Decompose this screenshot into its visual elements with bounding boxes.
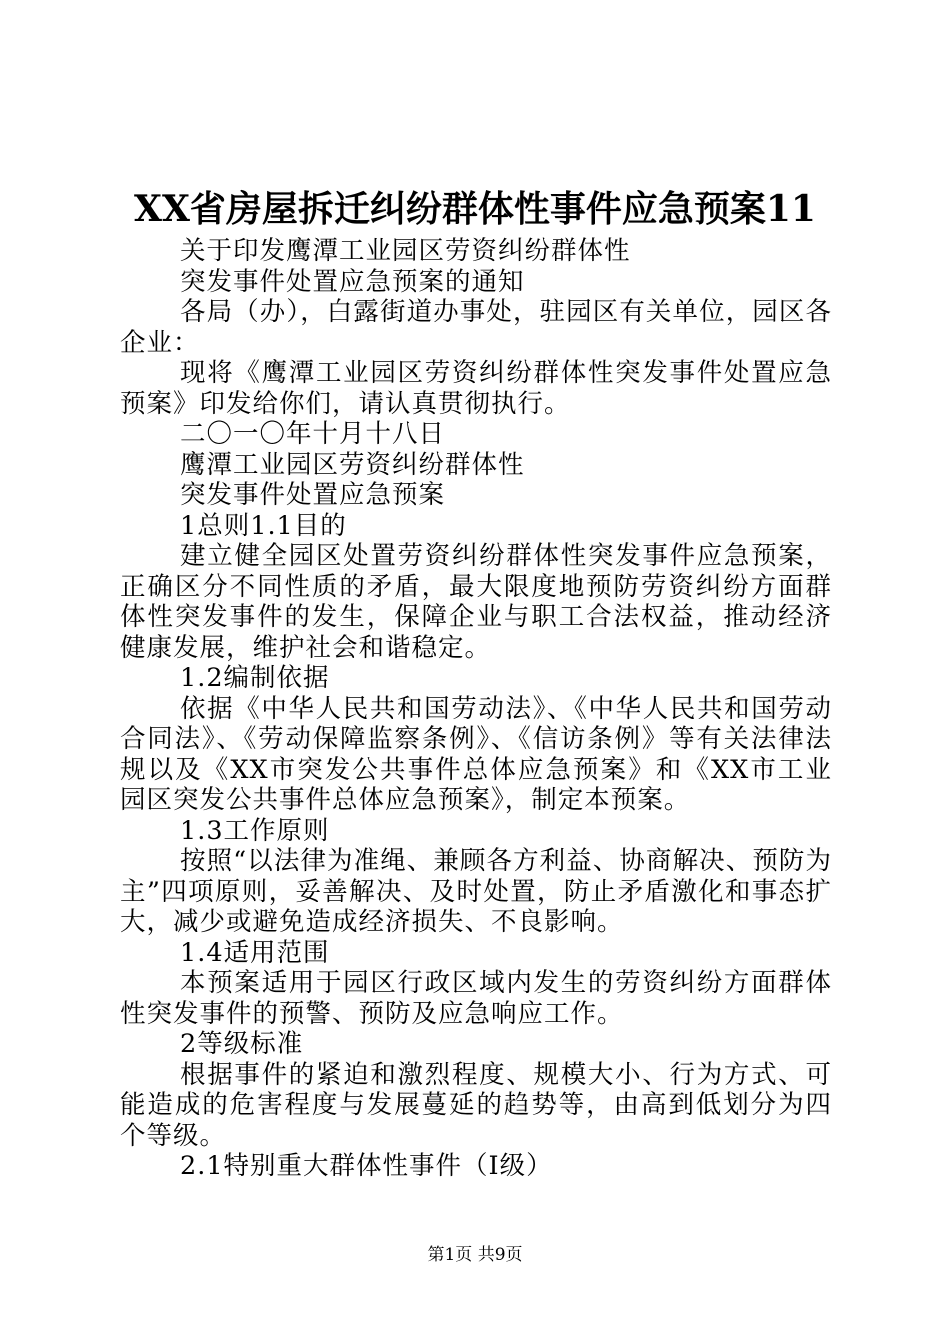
document-title: XX省房屋拆迁纠纷群体性事件应急预案11 [134,188,816,230]
section-text-2: 根据事件的紧迫和激烈程度、规模大小、行为方式、可能造成的危害程度与发展蔓延的趋势等，由高到低划分为四个等级。 [120,1059,832,1151]
plan-title-line-2: 突发事件处置应急预案 [180,480,446,510]
section-heading-1-2: 1.2编制依据 [180,663,330,693]
notice-body: 现将《鹰潭工业园区劳资纠纷群体性突发事件处置应急预案》印发给你们，请认真贯彻执行。 [120,358,832,419]
section-text-1-4: 本预案适用于园区行政区域内发生的劳资纠纷方面群体性突发事件的预警、预防及应急响应工作。 [120,968,832,1029]
notice-recipients: 各局（办），白露街道办事处，驻园区有关单位，园区各企业： [120,297,832,358]
notice-heading-line-2: 突发事件处置应急预案的通知 [180,266,525,297]
document-body [120,236,832,1182]
section-text-1-1: 建立健全园区处置劳资纠纷群体性突发事件应急预案，正确区分不同性质的矛盾，最大限度地预防劳资纠纷方面群体性突发事件的发生，保障企业与职工合法权益，推动经济健康发展，维护社会和谐稳定。 [120,541,832,663]
page-footer: 第1页 共9页 [427,1245,523,1265]
section-text-1-3: 按照“以法律为准绳、兼顾各方利益、协商解决、预防为主”四项原则，妥善解决、及时处置，防止矛盾激化和事态扩大，减少或避免造成经济损失、不良影响。 [120,846,832,937]
section-heading-1-4: 1.4适用范围 [180,937,330,968]
section-heading-1-3: 1.3工作原则 [180,815,330,846]
section-heading-2-1: 2.1特别重大群体性事件（Ⅰ级） [180,1151,553,1181]
section-text-1-2: 依据《中华人民共和国劳动法》、《中华人民共和国劳动合同法》、《劳动保障监察条例》、《信访条例》等有关法律法规以及《XX市突发公共事件总体应急预案》和《XX市工业园区突发公共事件总体应急预案》，制定本预案。 [120,693,832,815]
plan-title-line-1: 鹰潭工业园区劳资纠纷群体性 [180,449,525,480]
notice-date: 二〇一〇年十月十八日 [180,419,446,449]
section-heading-1-1: 1总则1.1目的 [180,510,347,541]
notice-heading-line-1: 关于印发鹰潭工业园区劳资纠纷群体性 [180,236,631,266]
section-heading-2: 2等级标准 [180,1029,304,1059]
